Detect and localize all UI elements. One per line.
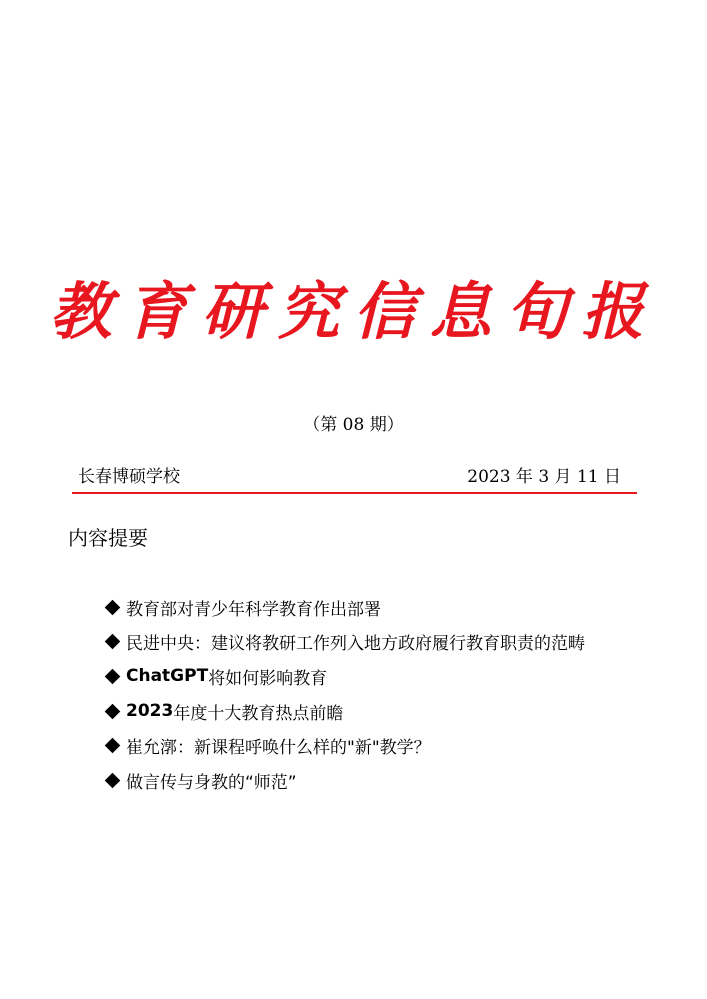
- newsletter-masthead: 教育研究信息旬报: [49, 275, 658, 348]
- toc-item[interactable]: [104, 728, 585, 763]
- diamond-bullet-icon: [105, 703, 121, 719]
- diamond-bullet-icon: [105, 772, 121, 788]
- toc-item[interactable]: [104, 590, 585, 625]
- toc-item[interactable]: [104, 659, 585, 694]
- table-of-contents: [104, 590, 585, 798]
- toc-item-text: 做言传与身教的“师范”: [126, 772, 297, 793]
- issue-number: （第 08 期）: [303, 415, 404, 435]
- publish-date: 2023 年 3 月 11 日: [467, 467, 621, 487]
- toc-item[interactable]: [104, 763, 585, 798]
- toc-item[interactable]: [104, 694, 585, 729]
- toc-item-prefix: 2023: [126, 701, 174, 722]
- diamond-bullet-icon: [105, 738, 121, 754]
- toc-item-text: 教育部对青少年科学教育作出部署: [126, 599, 381, 620]
- toc-item-text: 民进中央：建议将教研工作列入地方政府履行教育职责的范畴: [126, 634, 585, 655]
- toc-item-prefix: ChatGPT: [126, 666, 209, 687]
- summary-heading: 内容提要: [68, 526, 148, 550]
- header-divider: [72, 492, 637, 494]
- diamond-bullet-icon: [105, 634, 121, 650]
- toc-item-text: 崔允漷：新课程呼唤什么样的"新"教学？: [126, 738, 431, 759]
- school-name: 长春博硕学校: [78, 467, 180, 487]
- toc-item-text: 年度十大教育热点前瞻: [173, 703, 344, 724]
- toc-item[interactable]: [104, 625, 585, 660]
- diamond-bullet-icon: [105, 669, 121, 685]
- diamond-bullet-icon: [105, 600, 121, 616]
- toc-item-text: 将如何影响教育: [208, 668, 328, 689]
